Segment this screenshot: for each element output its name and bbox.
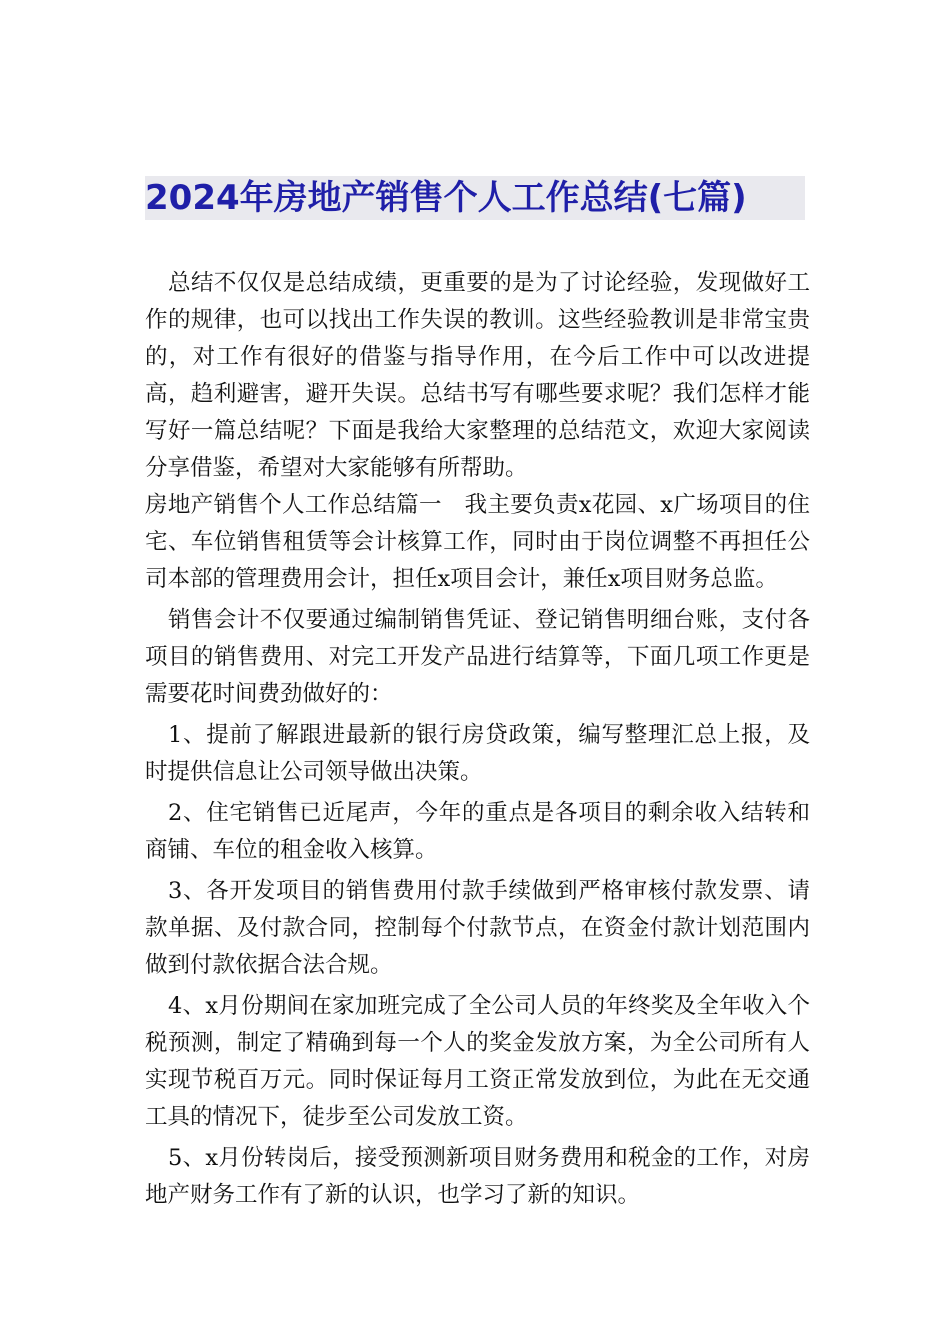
list-item-3: 3、各开发项目的销售费用付款手续做到严格审核付款发票、请款单据、及付款合同，控制每个付款节点，在资金付款计划范围内做到付款依据合法合规。 xyxy=(145,878,810,978)
intro-paragraph: 总结不仅仅是总结成绩，更重要的是为了讨论经验，发现做好工作的规律，也可以找出工作失误的教训。这些经验教训是非常宝贵的，对工作有很好的借鉴与指导作用，在今后工作中可以改进提高，趋利避害，避开失误。总结书写有哪些要求呢？我们怎样才能写好一篇总结呢？下面是我给大家整理的总结范文，欢迎大家阅读分享借鉴，希望对大家能够有所帮助。 xyxy=(145,270,810,481)
document-title: 2024年房地产销售个人工作总结(七篇) xyxy=(145,176,805,220)
list-item-5: 5、x月份转岗后，接受预测新项目财务费用和税金的工作，对房地产财务工作有了新的认识，也学习了新的知识。 xyxy=(145,1145,810,1208)
list-item-1: 1、提前了解跟进最新的银行房贷政策，编写整理汇总上报，及时提供信息让公司领导做出决策。 xyxy=(145,722,810,785)
list-item-4: 4、x月份期间在家加班完成了全公司人员的年终奖及全年收入个税预测，制定了精确到每一个人的奖金发放方案，为全公司所有人实现节税百万元。同时保证每月工资正常发放到位，为此在无交通工具的情况下，徒步至公司发放工资。 xyxy=(145,993,810,1130)
list-item-2: 2、住宅销售已近尾声，今年的重点是各项目的剩余收入结转和商铺、车位的租金收入核算。 xyxy=(145,800,810,863)
document-body xyxy=(145,265,810,1214)
sales-accounting-paragraph: 销售会计不仅要通过编制销售凭证、登记销售明细台账，支付各项目的销售费用、对完工开发产品进行结算等，下面几项工作更是需要花时间费劲做好的： xyxy=(145,607,810,707)
section-one-paragraph: 房地产销售个人工作总结篇一 我主要负责x花园、x广场项目的住宅、车位销售租赁等会计核算工作，同时由于岗位调整不再担任公司本部的管理费用会计，担任x项目会计，兼任x项目财务总监。 xyxy=(145,492,810,592)
